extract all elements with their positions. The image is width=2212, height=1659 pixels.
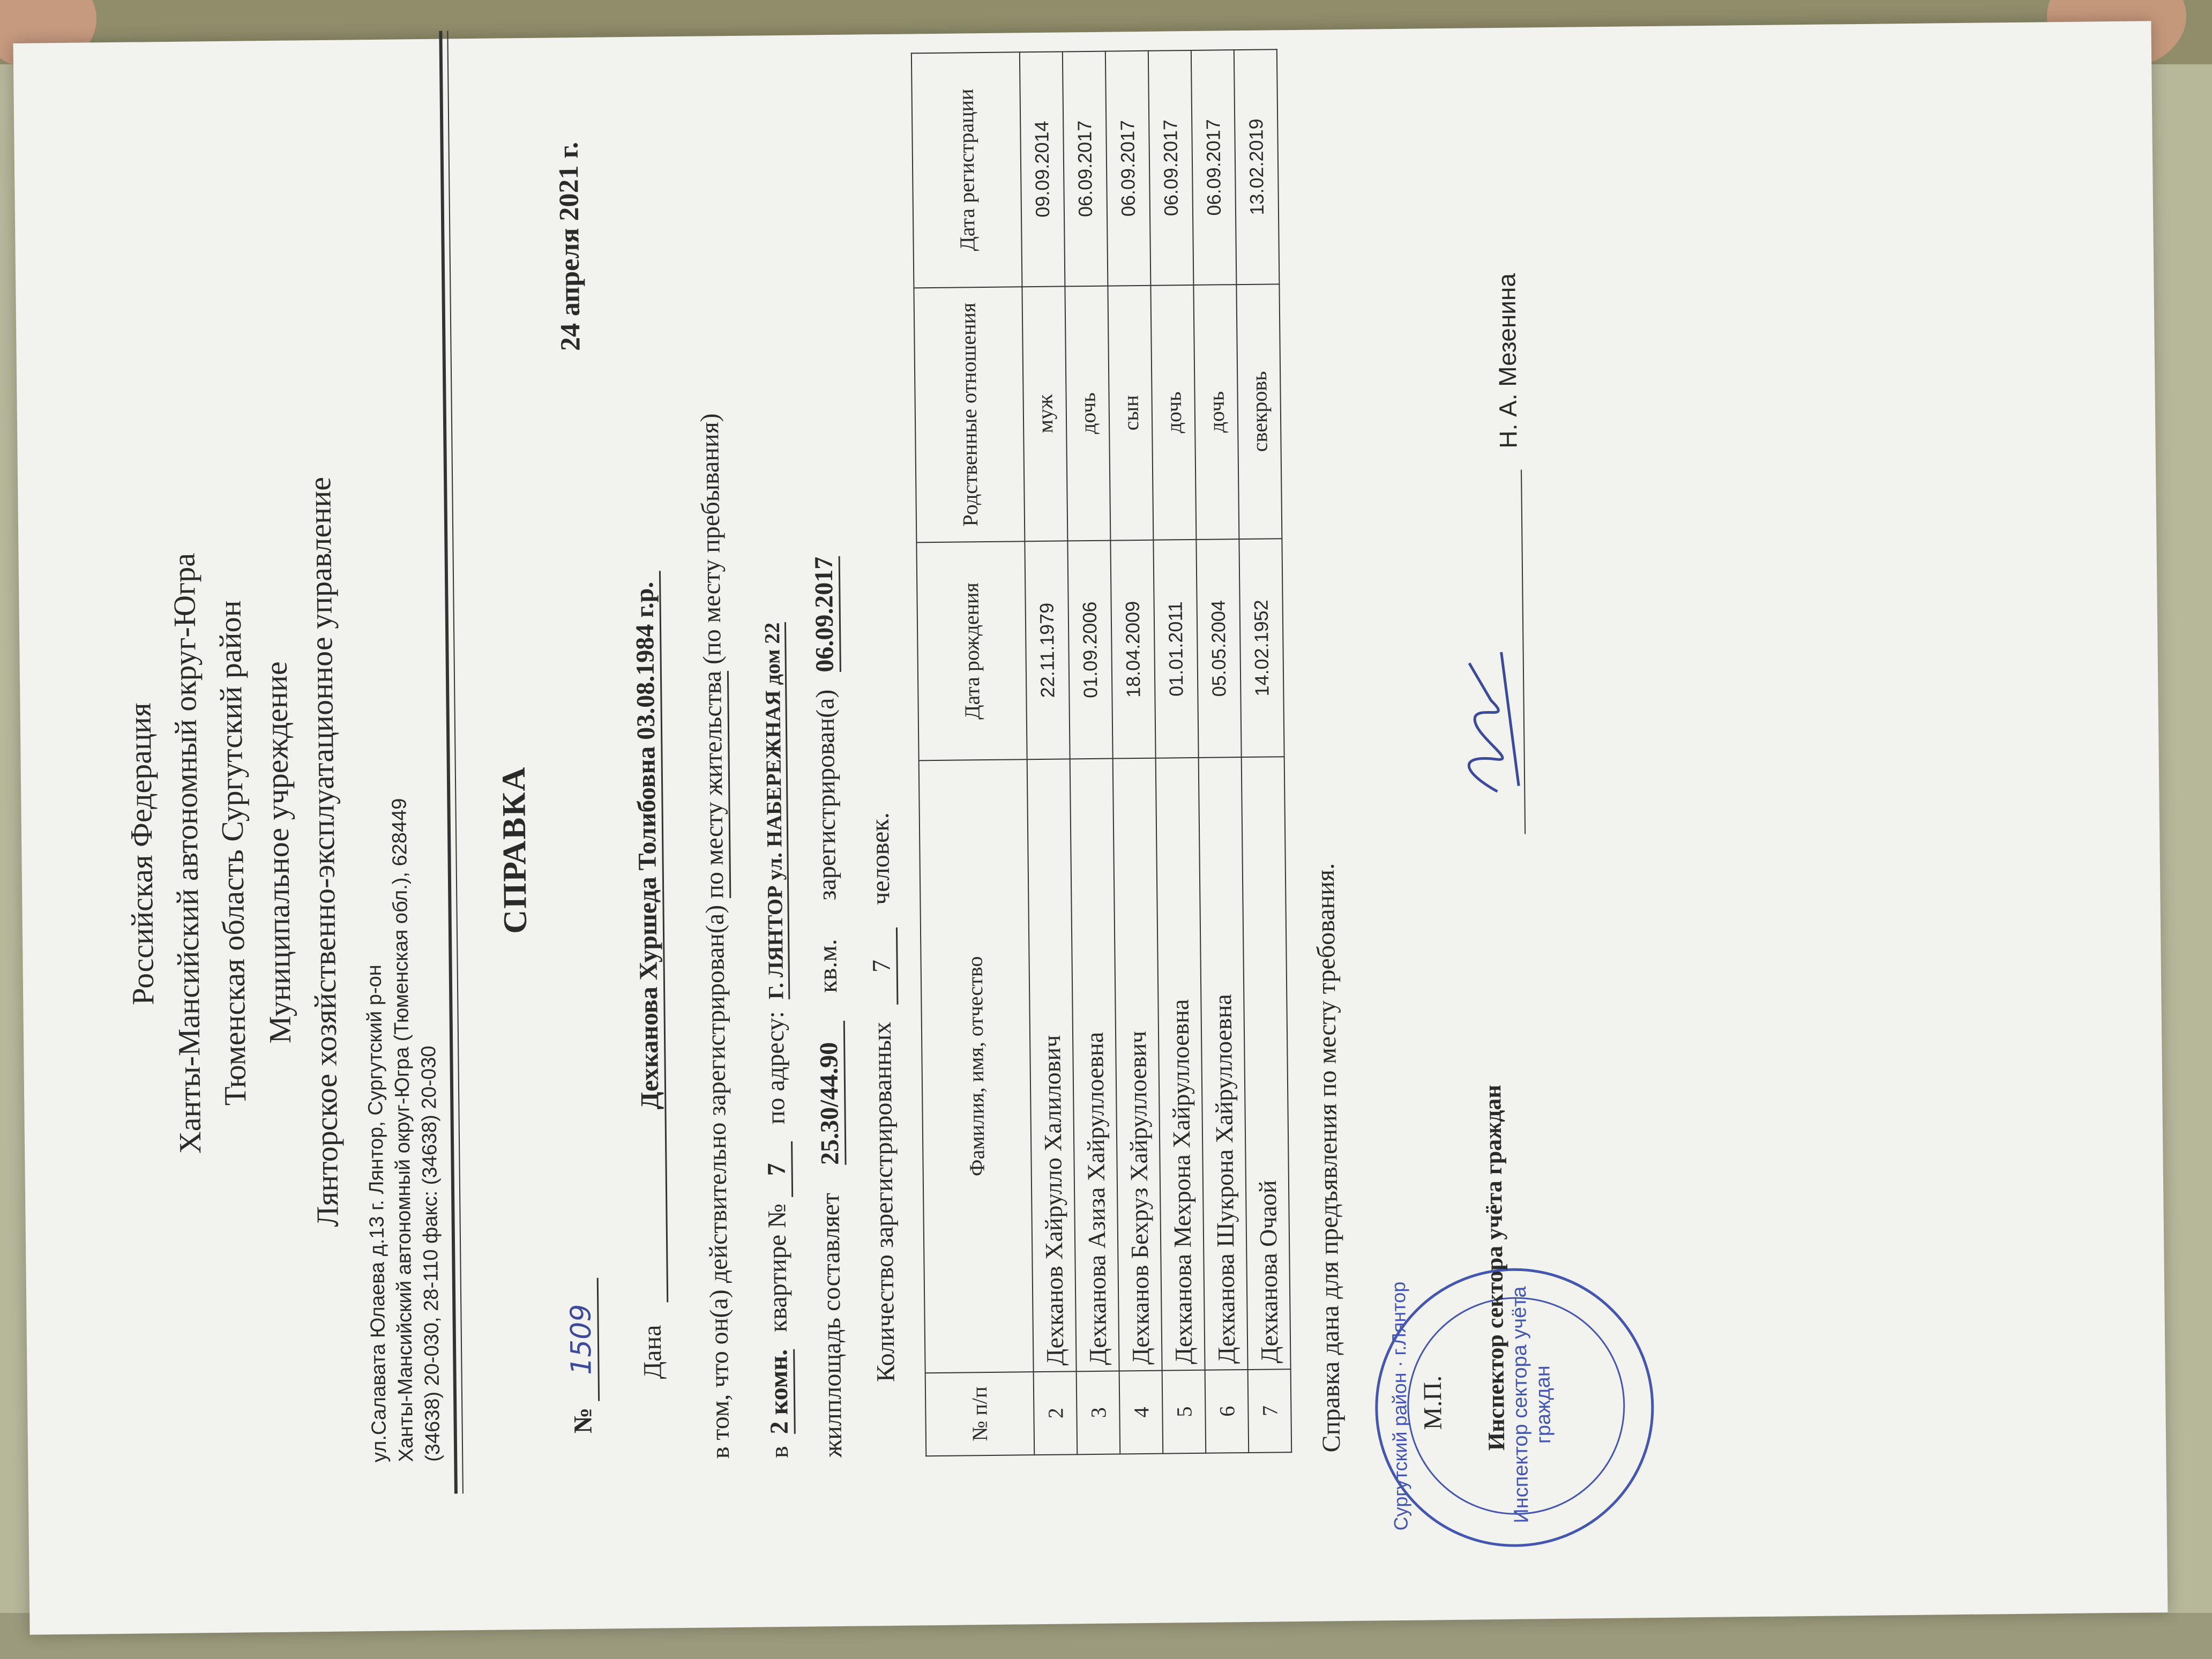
apartment-label: квартире № bbox=[763, 1203, 793, 1333]
column-header: Фамилия, имя, отчество bbox=[919, 760, 1034, 1373]
address-value: Г. ЛЯНТОР ул. НАБЕРЕЖНАЯ дом 22 bbox=[759, 622, 790, 999]
header-line: Тюменская область Сургутский район bbox=[212, 600, 253, 1106]
residents-table bbox=[911, 49, 1292, 1456]
column-header: Дата рождения bbox=[916, 541, 1027, 760]
row-number: 3 bbox=[1077, 1371, 1120, 1454]
row-number: 6 bbox=[1205, 1370, 1249, 1453]
column-header: Дата регистрации bbox=[911, 52, 1022, 288]
signer-name: Н. А. Мезенина bbox=[1492, 273, 1522, 449]
relation: сын bbox=[1108, 285, 1153, 540]
area-value: 25.30/44.90 bbox=[814, 1020, 847, 1165]
issued-field bbox=[630, 571, 669, 1379]
count-value: 7 bbox=[866, 927, 899, 1005]
number-value: 1509 bbox=[565, 1277, 600, 1401]
residence-text: по месту жительства bbox=[698, 671, 731, 899]
row-number: 5 bbox=[1162, 1370, 1206, 1454]
birth-date: 18.04.2009 bbox=[1110, 540, 1155, 759]
header-line: Лянторское хозяйственно-эксплуатационное управление bbox=[302, 476, 345, 1228]
registration-line bbox=[695, 413, 737, 1459]
full-name: Дехканов Хайрулло Халилович bbox=[1027, 759, 1077, 1372]
registered-text: в том, что он(а) действительно зарегистрирован(а) bbox=[700, 905, 735, 1459]
birth-date: 05.05.2004 bbox=[1196, 539, 1241, 758]
signer-position: Инспектор сектора учёта граждан bbox=[1479, 1085, 1510, 1451]
registration-date: 06.09.2017 bbox=[1148, 50, 1194, 285]
registration-date: 06.09.2017 bbox=[1063, 51, 1108, 286]
count-line bbox=[865, 812, 902, 1382]
relation: муж bbox=[1022, 286, 1067, 541]
header-line: Российская Федерация bbox=[122, 703, 161, 1006]
issued-label: Дана bbox=[638, 1325, 667, 1379]
relation: дочь bbox=[1193, 285, 1239, 540]
table-header-row bbox=[911, 52, 1034, 1456]
registration-date: 06.09.2017 bbox=[1191, 50, 1237, 285]
rooms-value: 2 комн. bbox=[764, 1349, 796, 1434]
birth-date: 01.09.2006 bbox=[1067, 541, 1112, 759]
relation: свекровь bbox=[1236, 284, 1282, 539]
registration-date: 13.02.2019 bbox=[1234, 49, 1280, 284]
in-label: в bbox=[765, 1446, 794, 1459]
column-header: Родственные отношения bbox=[914, 287, 1025, 542]
address-line bbox=[756, 622, 796, 1458]
full-name: Дехканова Шукрона Хайруллоевна bbox=[1199, 757, 1248, 1370]
seal-mark: М.П. bbox=[1418, 1375, 1447, 1430]
number-label: № bbox=[569, 1407, 597, 1434]
row-number: 7 bbox=[1248, 1369, 1292, 1453]
purpose-text: Справка дана для предъявления по месту требования. bbox=[1311, 863, 1346, 1453]
official-stamp bbox=[1374, 1267, 1655, 1548]
certificate-document bbox=[54, 45, 2192, 1642]
relation: дочь bbox=[1150, 285, 1196, 540]
stamp-outer-text: Сургутский район · г.Лянтор bbox=[1387, 1281, 1412, 1531]
relation: дочь bbox=[1065, 286, 1110, 541]
number-field bbox=[565, 1277, 600, 1433]
org-address: (34638) 20-030, 28-110 факс: (34638) 20-030 bbox=[417, 1045, 445, 1462]
stamp-inner-text: Инспектор сектора учёта граждан bbox=[1508, 1286, 1556, 1523]
area-label: жилплощадь составляет bbox=[816, 1192, 848, 1458]
full-name: Дехканов Бехруз Хайруллоевич bbox=[1113, 758, 1162, 1371]
count-unit: человек. bbox=[865, 812, 895, 906]
birth-date: 01.01.2011 bbox=[1153, 540, 1198, 758]
birth-date: 22.11.1979 bbox=[1025, 541, 1070, 759]
header-line: Ханты-Мансийский автономный округ-Югра bbox=[166, 552, 208, 1154]
full-name: Дехканова Очаой bbox=[1242, 757, 1291, 1370]
header-line: Муниципальное учреждение bbox=[258, 661, 298, 1044]
stay-text: (по месту пребывания) bbox=[695, 413, 727, 665]
row-number: 2 bbox=[1034, 1371, 1078, 1455]
org-address: Ханты-Мансийский автономный округ-Югра (Тюменская обл.), 628449 bbox=[388, 798, 418, 1462]
issue-date: 24 апреля 2021 г. bbox=[553, 141, 586, 352]
area-unit: кв.м. bbox=[813, 939, 843, 993]
count-label: Количество зарегистрированных bbox=[868, 1021, 900, 1382]
area-line bbox=[809, 556, 850, 1458]
registered-since-label: зарегистрирован(а) bbox=[811, 689, 842, 901]
row-number: 4 bbox=[1119, 1370, 1163, 1454]
column-header: № п/п bbox=[925, 1372, 1035, 1456]
registration-date: 09.09.2014 bbox=[1020, 51, 1065, 286]
registration-date: 06.09.2017 bbox=[1105, 51, 1151, 286]
org-address: ул.Салавата Юлаева д.13 г. Лянтор, Сургутский р-он bbox=[363, 964, 391, 1463]
full-name: Дехканова Мехрона Хайруллоевна bbox=[1156, 758, 1205, 1370]
apartment-value: 7 bbox=[761, 1141, 793, 1198]
full-name: Дехканова Азиза Хайруллоевна bbox=[1070, 759, 1119, 1371]
birth-date: 14.02.1952 bbox=[1239, 539, 1284, 757]
issued-to: Дехканова Хуршеда Толибовна 03.08.1984 г.р. bbox=[630, 571, 668, 1302]
signature bbox=[1437, 641, 1529, 803]
document-title: СПРАВКА bbox=[495, 766, 534, 935]
address-label: по адресу: bbox=[760, 1011, 790, 1125]
paper-sheet bbox=[13, 21, 2168, 1635]
registered-since-value: 06.09.2017 bbox=[809, 556, 841, 672]
